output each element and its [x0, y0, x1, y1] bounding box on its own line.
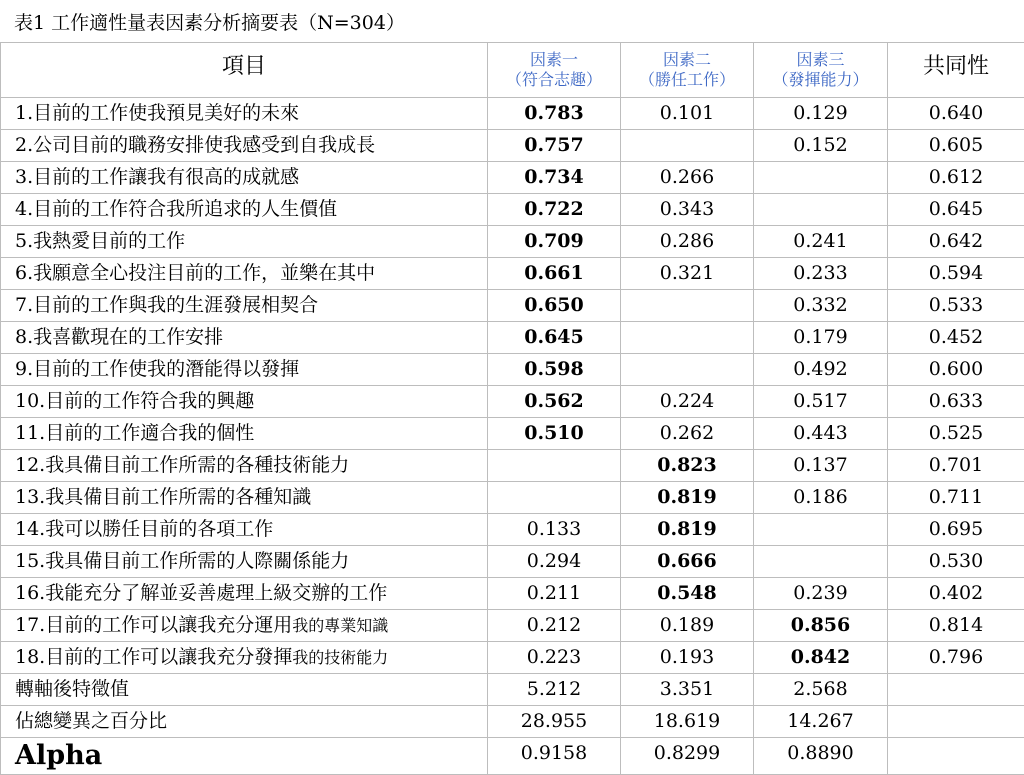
factor-3-loading	[754, 162, 888, 194]
header-factor-2-subtitle: （勝任工作）	[639, 70, 735, 89]
factor-1-loading: 0.510	[488, 418, 621, 450]
header-factor-3	[754, 43, 888, 98]
factor-1-loading: 0.211	[488, 578, 621, 610]
table-row	[1, 610, 1024, 642]
row-item: 16.我能充分了解並妥善處理上級交辦的工作	[1, 578, 488, 610]
factor-1-loading: 0.562	[488, 386, 621, 418]
table-row	[1, 162, 1024, 194]
table-row	[1, 322, 1024, 354]
factor-2-loading: 0.819	[621, 514, 754, 546]
factor-3-loading: 0.443	[754, 418, 888, 450]
variance-factor-1: 28.955	[488, 706, 621, 738]
factor-2-loading: 0.823	[621, 450, 754, 482]
variance-factor-2: 18.619	[621, 706, 754, 738]
row-item: 9.目前的工作使我的潛能得以發揮	[1, 354, 488, 386]
alpha-label: Alpha	[1, 738, 488, 775]
header-item: 項目	[1, 43, 488, 98]
factor-1-loading: 0.783	[488, 98, 621, 130]
factor-3-loading: 0.332	[754, 290, 888, 322]
factor-2-loading: 0.193	[621, 642, 754, 674]
header-factor-1	[488, 43, 621, 98]
communality-value: 0.640	[888, 98, 1024, 130]
factor-3-loading: 0.842	[754, 642, 888, 674]
factor-1-loading	[488, 482, 621, 514]
eigenvalue-empty	[888, 674, 1024, 706]
row-item: 13.我具備目前工作所需的各種知識	[1, 482, 488, 514]
factor-3-loading: 0.129	[754, 98, 888, 130]
factor-3-loading: 0.152	[754, 130, 888, 162]
table-row	[1, 386, 1024, 418]
table-row	[1, 482, 1024, 514]
header-factor-3-title: 因素三	[796, 50, 844, 69]
factor-3-loading	[754, 514, 888, 546]
factor-1-loading: 0.212	[488, 610, 621, 642]
factor-1-loading: 0.722	[488, 194, 621, 226]
row-item	[1, 642, 488, 674]
row-item	[1, 610, 488, 642]
communality-value: 0.814	[888, 610, 1024, 642]
row-item-main: 17.目前的工作可以讓我充分運用	[15, 614, 292, 636]
header-factor-1-subtitle: （符合志趣）	[506, 70, 602, 89]
factor-2-loading: 0.286	[621, 226, 754, 258]
table-row	[1, 578, 1024, 610]
table-row	[1, 418, 1024, 450]
factor-3-loading: 0.233	[754, 258, 888, 290]
factor-3-loading: 0.137	[754, 450, 888, 482]
factor-2-loading: 0.819	[621, 482, 754, 514]
communality-value: 0.695	[888, 514, 1024, 546]
header-factor-2-title: 因素二	[663, 50, 711, 69]
eigenvalue-row	[1, 674, 1024, 706]
row-item: 12.我具備目前工作所需的各種技術能力	[1, 450, 488, 482]
factor-3-loading: 0.517	[754, 386, 888, 418]
eigenvalue-label: 轉軸後特徵值	[1, 674, 488, 706]
factor-2-loading	[621, 354, 754, 386]
factor-1-loading: 0.598	[488, 354, 621, 386]
variance-empty	[888, 706, 1024, 738]
row-item: 15.我具備目前工作所需的人際關係能力	[1, 546, 488, 578]
row-item: 11.目前的工作適合我的個性	[1, 418, 488, 450]
factor-3-loading: 0.856	[754, 610, 888, 642]
communality-value: 0.642	[888, 226, 1024, 258]
factor-2-loading	[621, 290, 754, 322]
table-row	[1, 354, 1024, 386]
factor-3-loading: 0.241	[754, 226, 888, 258]
factor-1-loading	[488, 450, 621, 482]
factor-2-loading: 0.266	[621, 162, 754, 194]
communality-value: 0.645	[888, 194, 1024, 226]
eigenvalue-factor-1: 5.212	[488, 674, 621, 706]
factor-3-loading	[754, 546, 888, 578]
row-item-tail: 我的專業知識	[292, 616, 388, 635]
factor-1-loading: 0.661	[488, 258, 621, 290]
row-item: 10.目前的工作符合我的興趣	[1, 386, 488, 418]
table-row	[1, 290, 1024, 322]
row-item: 5.我熱愛目前的工作	[1, 226, 488, 258]
factor-2-loading: 0.343	[621, 194, 754, 226]
factor-2-loading: 0.224	[621, 386, 754, 418]
table-row	[1, 130, 1024, 162]
variance-row	[1, 706, 1024, 738]
alpha-row	[1, 738, 1024, 775]
factor-2-loading: 0.262	[621, 418, 754, 450]
variance-factor-3: 14.267	[754, 706, 888, 738]
factor-2-loading	[621, 130, 754, 162]
communality-value: 0.605	[888, 130, 1024, 162]
factor-2-loading: 0.666	[621, 546, 754, 578]
communality-value: 0.711	[888, 482, 1024, 514]
factor-2-loading: 0.189	[621, 610, 754, 642]
table-row	[1, 546, 1024, 578]
row-item: 6.我願意全心投注目前的工作，並樂在其中	[1, 258, 488, 290]
header-factor-1-title: 因素一	[530, 50, 578, 69]
table-row	[1, 226, 1024, 258]
factor-1-loading: 0.757	[488, 130, 621, 162]
communality-value: 0.796	[888, 642, 1024, 674]
factor-3-loading: 0.179	[754, 322, 888, 354]
header-factor-3-subtitle: （發揮能力）	[772, 70, 868, 89]
table-row	[1, 514, 1024, 546]
row-item: 8.我喜歡現在的工作安排	[1, 322, 488, 354]
communality-value: 0.525	[888, 418, 1024, 450]
alpha-factor-2: 0.8299	[621, 738, 754, 775]
row-item: 14.我可以勝任目前的各項工作	[1, 514, 488, 546]
header-communality: 共同性	[888, 43, 1024, 98]
row-item: 3.目前的工作讓我有很高的成就感	[1, 162, 488, 194]
table-row	[1, 258, 1024, 290]
communality-value: 0.633	[888, 386, 1024, 418]
factor-2-loading: 0.321	[621, 258, 754, 290]
factor-analysis-table	[0, 42, 1024, 775]
factor-1-loading: 0.650	[488, 290, 621, 322]
row-item-main: 18.目前的工作可以讓我充分發揮	[15, 646, 292, 668]
header-row	[1, 43, 1024, 98]
alpha-empty	[888, 738, 1024, 775]
communality-value: 0.600	[888, 354, 1024, 386]
factor-1-loading: 0.294	[488, 546, 621, 578]
factor-3-loading: 0.492	[754, 354, 888, 386]
row-item: 4.目前的工作符合我所追求的人生價值	[1, 194, 488, 226]
eigenvalue-factor-3: 2.568	[754, 674, 888, 706]
row-item: 2.公司目前的職務安排使我感受到自我成長	[1, 130, 488, 162]
factor-3-loading: 0.239	[754, 578, 888, 610]
alpha-factor-1: 0.9158	[488, 738, 621, 775]
row-item: 1.目前的工作使我預見美好的未來	[1, 98, 488, 130]
factor-1-loading: 0.645	[488, 322, 621, 354]
factor-3-loading	[754, 194, 888, 226]
factor-1-loading: 0.223	[488, 642, 621, 674]
alpha-factor-3: 0.8890	[754, 738, 888, 775]
communality-value: 0.701	[888, 450, 1024, 482]
communality-value: 0.533	[888, 290, 1024, 322]
row-item: 7.目前的工作與我的生涯發展相契合	[1, 290, 488, 322]
communality-value: 0.612	[888, 162, 1024, 194]
variance-label: 佔總變異之百分比	[1, 706, 488, 738]
communality-value: 0.594	[888, 258, 1024, 290]
communality-value: 0.402	[888, 578, 1024, 610]
factor-3-loading: 0.186	[754, 482, 888, 514]
factor-2-loading: 0.101	[621, 98, 754, 130]
table-caption: 表1 工作適性量表因素分析摘要表（N=304）	[14, 10, 405, 36]
eigenvalue-factor-2: 3.351	[621, 674, 754, 706]
factor-2-loading: 0.548	[621, 578, 754, 610]
table-row	[1, 450, 1024, 482]
header-factor-2	[621, 43, 754, 98]
factor-2-loading	[621, 322, 754, 354]
table-row	[1, 98, 1024, 130]
table-row	[1, 642, 1024, 674]
factor-1-loading: 0.133	[488, 514, 621, 546]
row-item-tail: 我的技術能力	[292, 648, 388, 667]
communality-value: 0.530	[888, 546, 1024, 578]
table-row	[1, 194, 1024, 226]
communality-value: 0.452	[888, 322, 1024, 354]
factor-1-loading: 0.734	[488, 162, 621, 194]
factor-1-loading: 0.709	[488, 226, 621, 258]
